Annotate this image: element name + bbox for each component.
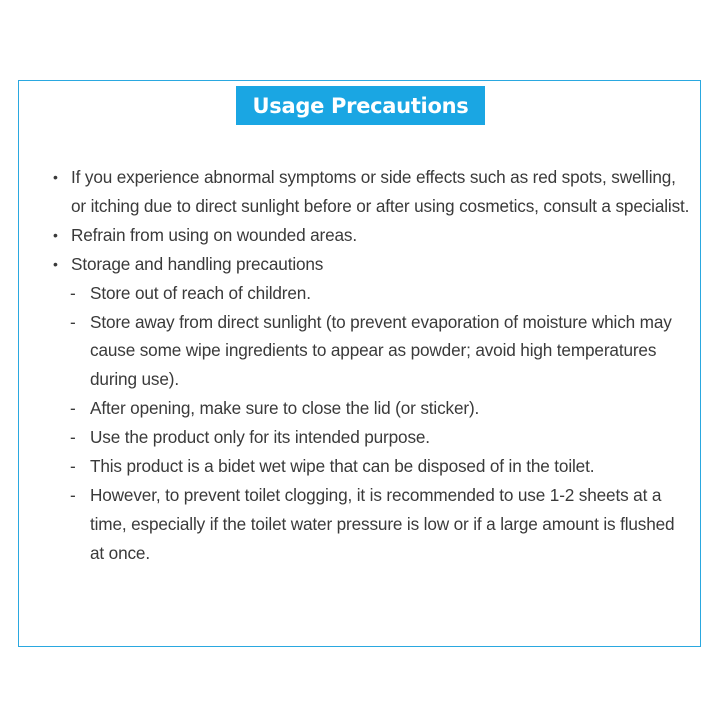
dash-icon: - xyxy=(70,282,76,303)
sub-item-text: Store out of reach of children. xyxy=(90,282,311,303)
sub-item xyxy=(52,481,692,568)
section-title: Usage Precautions xyxy=(236,86,485,125)
dash-icon: - xyxy=(70,427,76,448)
sub-item xyxy=(52,452,692,481)
bullet-icon: • xyxy=(53,255,58,272)
dash-icon: - xyxy=(70,311,76,332)
sub-item-text: However, to prevent toilet clogging, it is recommended to use 1-2 sheets at a time, especially if the toilet water pressure is low or if a large amount is flushed at once. xyxy=(90,484,675,563)
bullet-icon: • xyxy=(53,226,58,243)
sub-item-text: After opening, make sure to close the lid (or sticker). xyxy=(90,398,480,419)
bullet-icon: • xyxy=(53,169,58,185)
bullet-item-storage xyxy=(52,250,692,279)
sub-item xyxy=(52,394,692,423)
bullet-text: If you experience abnormal symptoms or side effects such as red spots, swelling, or itching due to direct sunlight before or after using cosmetics, consult a specialist. xyxy=(71,167,690,216)
sub-item-text: Use the product only for its intended purpose. xyxy=(90,427,430,448)
precautions-list xyxy=(52,163,692,568)
bullet-item-symptoms xyxy=(52,163,692,221)
storage-sub-list xyxy=(52,279,692,568)
dash-icon: - xyxy=(70,398,76,419)
dash-icon: - xyxy=(70,484,76,505)
sub-item-text: Store away from direct sunlight (to prevent evaporation of moisture which may cause some wipe ingredients to appear as powder; avoid high temperatures during use). xyxy=(90,311,672,390)
bullet-text: Storage and handling precautions xyxy=(71,253,324,274)
dash-icon: - xyxy=(70,456,76,477)
sub-item xyxy=(52,423,692,452)
sub-item xyxy=(52,308,692,395)
sub-item-text: This product is a bidet wet wipe that can be disposed of in the toilet. xyxy=(90,456,595,477)
bullet-item-wounds xyxy=(52,221,692,250)
bullet-text: Refrain from using on wounded areas. xyxy=(71,224,357,245)
sub-item xyxy=(52,279,692,308)
